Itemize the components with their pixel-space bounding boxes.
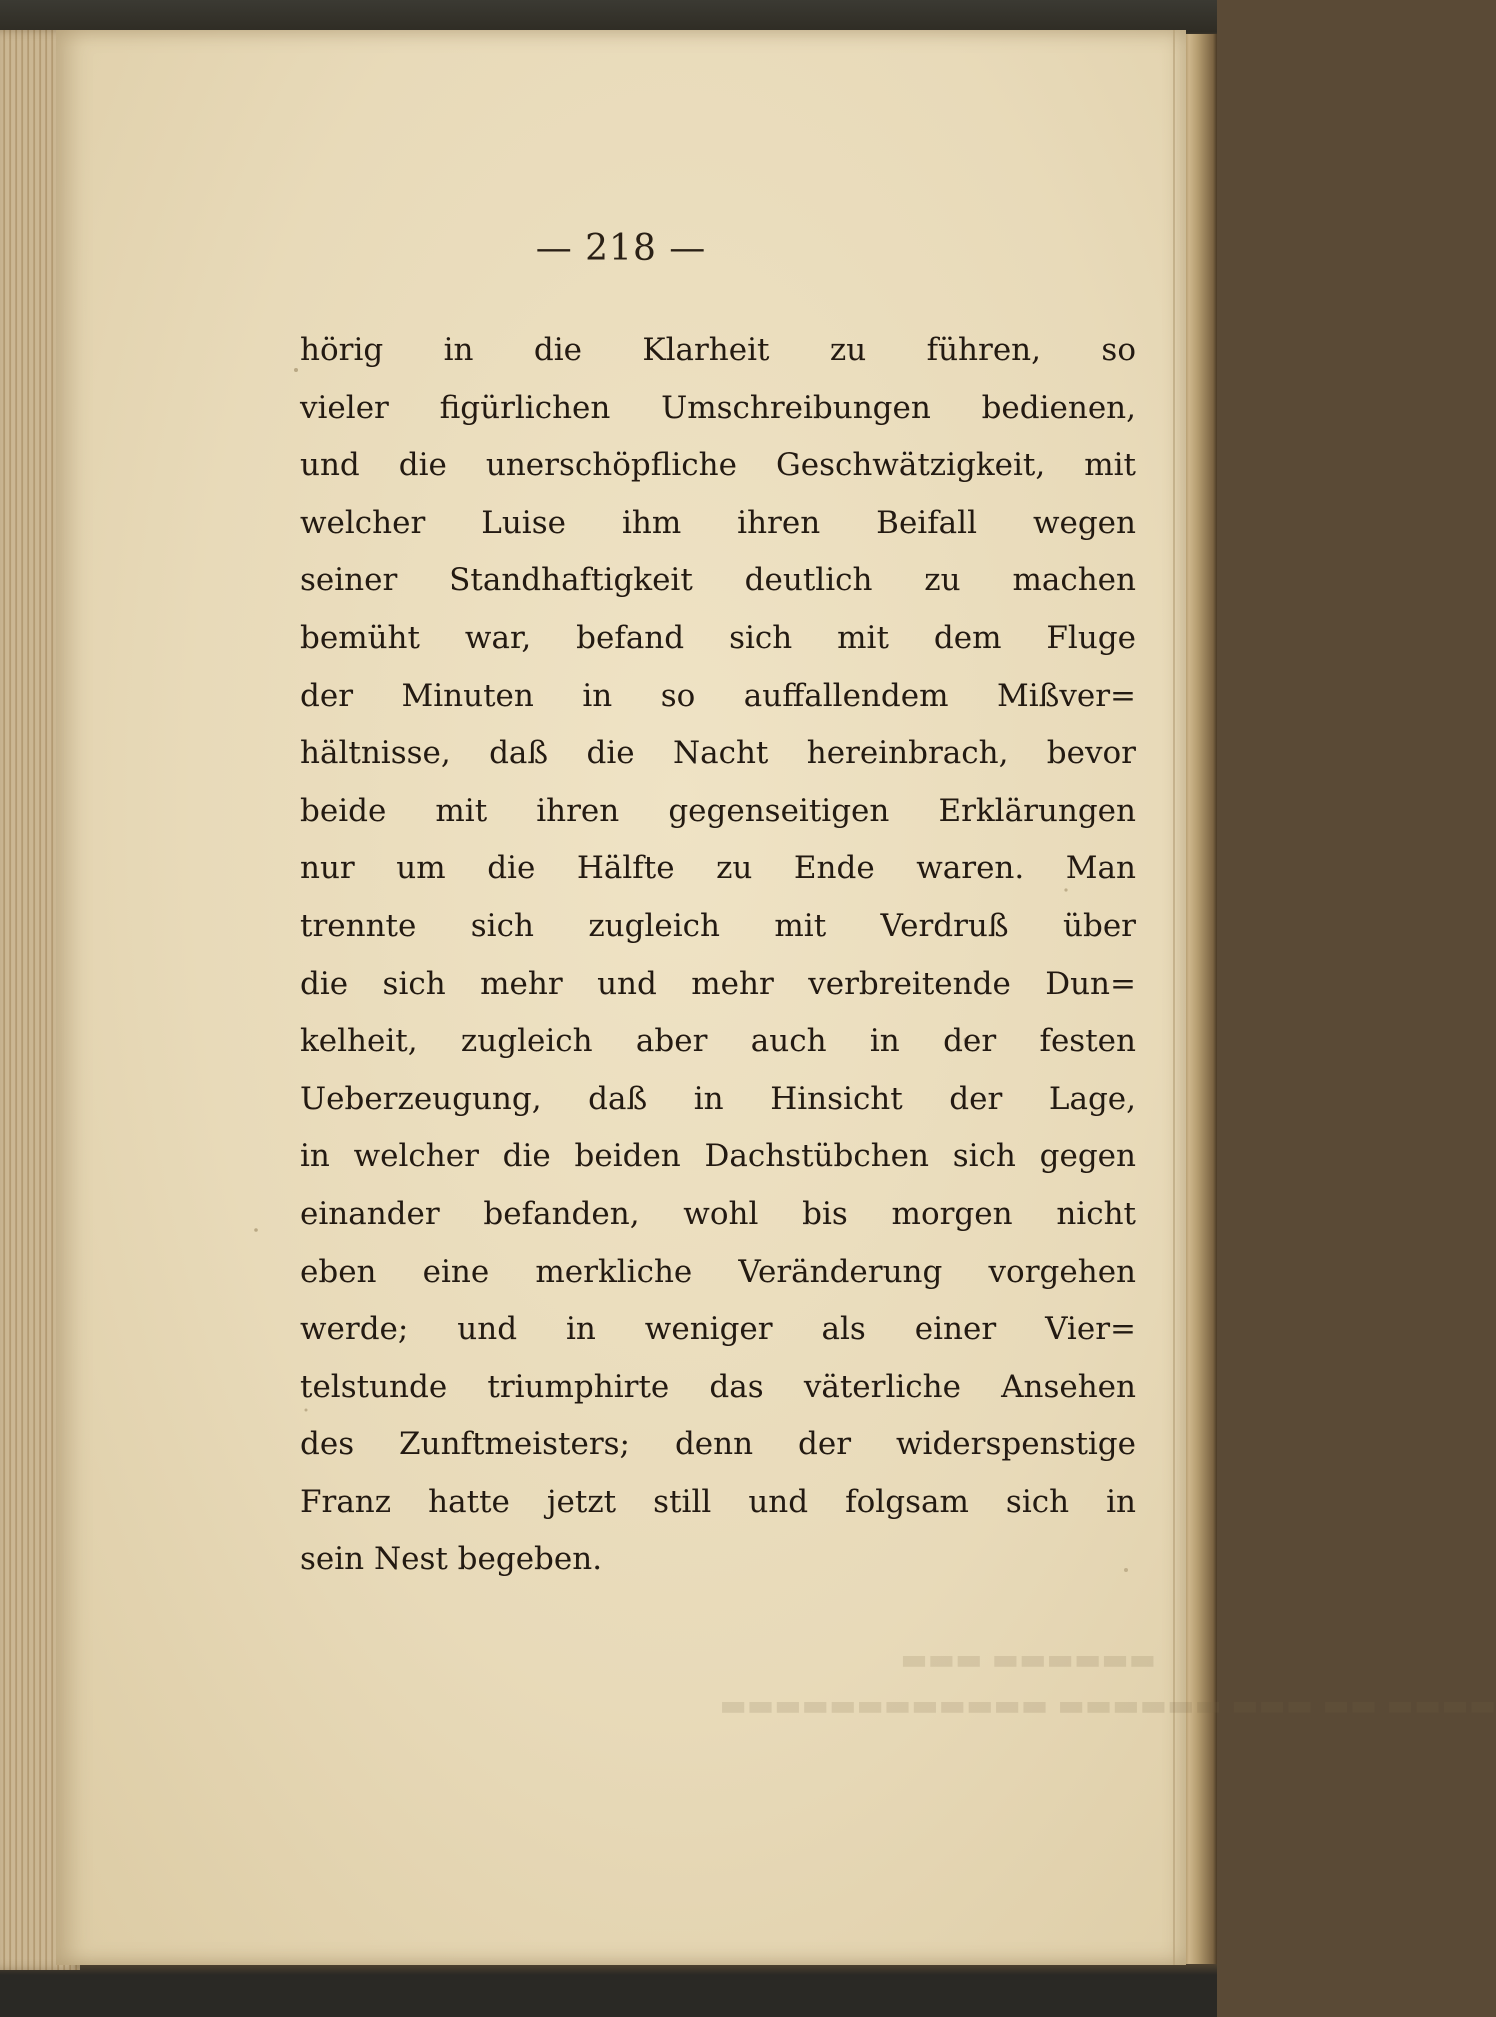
text-line: trennte sich zugleich mit Verdruß über <box>300 907 1136 944</box>
page-edges-right <box>1183 34 1217 1964</box>
text-line: die sich mehr und mehr verbreitende Dun= <box>300 965 1136 1002</box>
text-line: Ueberzeugung, daß in Hinsicht der Lage, <box>300 1080 1136 1117</box>
text-line: beide mit ihren gegenseitigen Erklärungen <box>300 792 1136 829</box>
book-page <box>56 30 1496 1965</box>
text-line: bemüht war, befand sich mit dem Fluge <box>300 619 1136 656</box>
text-line: hörig in die Klarheit zu führen, so <box>300 332 1136 368</box>
page-number: — 218 — <box>535 228 707 269</box>
text-line: welcher Luise ihm ihren Beifall wegen <box>300 504 1136 541</box>
text-line: kelheit, zugleich aber auch in der festen <box>300 1023 1136 1060</box>
text-line: in welcher die beiden Dachstübchen sich gegen <box>300 1138 1136 1175</box>
text-line: eben eine merkliche Veränderung vorgehen <box>300 1253 1136 1290</box>
text-line: und die unerschöpfliche Geschwätzigkeit, mit <box>300 447 1136 484</box>
text-line: vieler figürlichen Umschreibungen bedienen, <box>300 389 1136 426</box>
body-text <box>300 322 1136 1589</box>
text-line: telstunde triumphirte das väterliche Ansehen <box>300 1368 1136 1405</box>
text-line: nur um die Hälfte zu Ende waren. Man <box>300 850 1136 887</box>
text-line: einander befanden, wohl bis morgen nicht <box>300 1195 1136 1232</box>
text-line: seiner Standhaftigkeit deutlich zu machen <box>300 562 1136 599</box>
text-line: hältnisse, daß die Nacht hereinbrach, bevor <box>300 735 1136 772</box>
text-line: werde; und in weniger als einer Vier= <box>300 1311 1136 1348</box>
text-line: Franz hatte jetzt still und folgsam sich in <box>300 1483 1136 1520</box>
text-line: sein Nest begeben. <box>300 1541 603 1578</box>
bleed-through-texture: ▬▬▬▬▬▬ ▬▬▬ ▬▬▬▬ ▬▬ ▬▬▬ ▬▬▬▬▬▬ ▬▬▬▬▬▬▬▬▬▬▬▬ <box>719 1642 1496 1722</box>
text-line: des Zunftmeisters; denn der widerspenstige <box>300 1426 1136 1463</box>
text-line: der Minuten in so auffallendem Mißver= <box>300 677 1136 714</box>
